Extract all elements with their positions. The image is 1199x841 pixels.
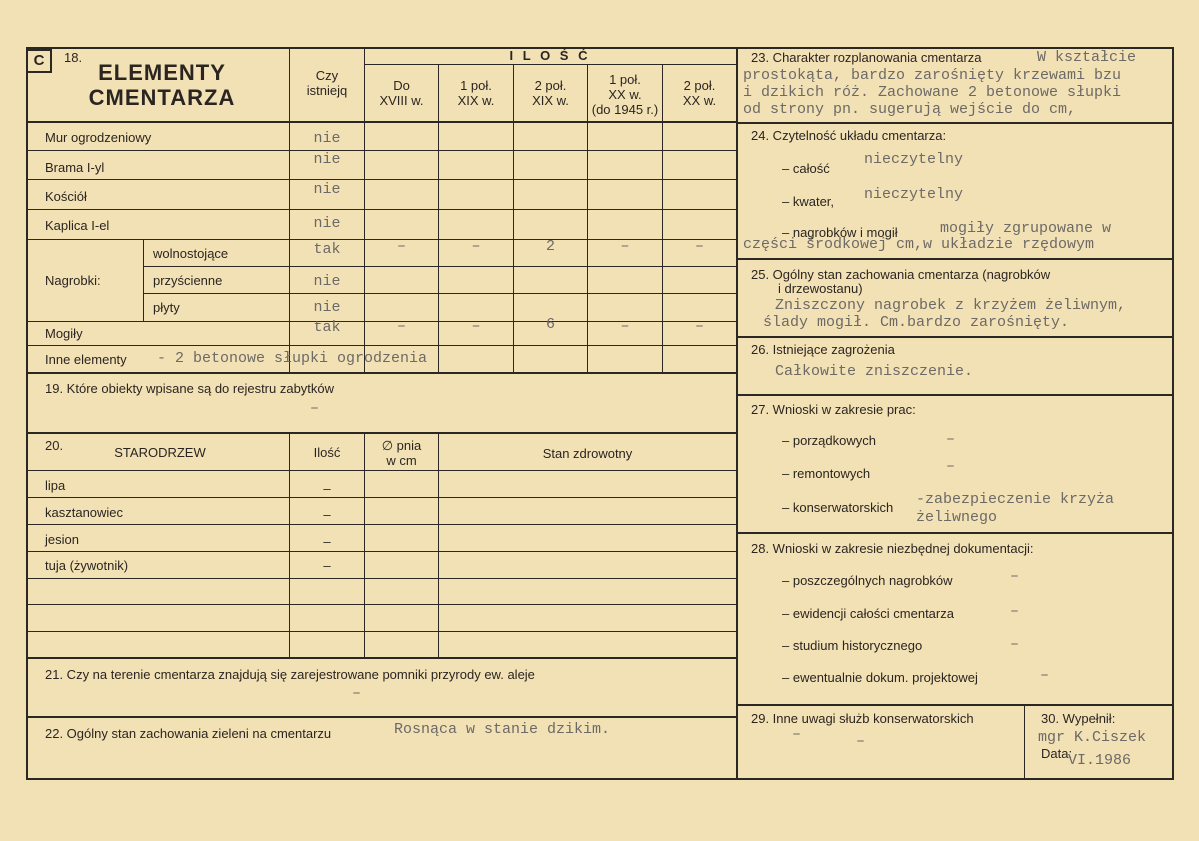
s20-row-line: [26, 578, 736, 579]
cell-mogily-2: –: [471, 318, 481, 335]
row-label-mur: Mur ogrodzeniowy: [45, 130, 152, 145]
tree-name: jesion: [45, 532, 79, 547]
s26-label: 26. Istniejące zagrożenia: [751, 342, 895, 357]
exists-kosciol: nie: [313, 181, 341, 198]
s27-porz-label: – porządkowych: [782, 433, 876, 448]
exists-wolnostojace: tak: [313, 241, 341, 258]
s30-data-label: Data:: [1041, 746, 1073, 761]
section-letter-box: C: [26, 49, 52, 73]
ilosc-header: I L O Ś Ć: [509, 48, 591, 63]
s27-bottom: [736, 532, 1173, 534]
cell-mogily-3: 6: [545, 316, 555, 333]
exists-brama: nie: [313, 151, 341, 168]
s22-value: Rosnąca w stanie dzikim.: [394, 721, 611, 738]
tree-ilosc: –: [323, 481, 331, 496]
s24-label: 24. Czytelność układu cmentarza:: [751, 128, 947, 143]
s18-title-line2: CMENTARZA: [88, 85, 236, 110]
s27-remont-label: – remontowych: [782, 466, 871, 481]
s24-nagr-line1: mogiły zgrupowane w: [940, 220, 1112, 237]
period-header-2: 1 poł. XIX w.: [457, 78, 495, 108]
s20-row-line: [26, 631, 736, 632]
s24-calosc-value: nieczytelny: [864, 151, 964, 168]
row-label-kaplica: Kaplica I-el: [45, 218, 110, 233]
s24-nagr-line2: części środkowej cm,w układzie rzędowym: [743, 236, 1095, 253]
s24-kwater-label: – kwater,: [782, 194, 835, 209]
s20-row-line: [26, 524, 736, 525]
tree-ilosc: –: [323, 534, 331, 549]
s30-date: VI.1986: [1068, 752, 1132, 769]
s27-porz-value: –: [946, 431, 956, 448]
s27-kons-label: – konserwatorskich: [782, 500, 894, 515]
s19-value: –: [310, 400, 320, 417]
s20-bottom: [26, 657, 736, 659]
s22-label: 22. Ogólny stan zachowania zieleni na cmentarzu: [45, 726, 332, 741]
period-header-3: 2 poł. XIX w.: [532, 78, 569, 108]
s20-title: STARODRZEW: [114, 445, 206, 460]
nagrobki-label: Nagrobki:: [45, 273, 101, 288]
cell-mogily-4: –: [620, 318, 630, 335]
s27-kons-line2: żeliwnego: [916, 509, 998, 526]
s20-row-line: [26, 551, 736, 552]
s21-label: 21. Czy na terenie cmentarza znajdują się zarejestrowane pomniki przyrody ew. aleje: [45, 667, 535, 682]
s28-item: – ewentualnie dokum. projektowej: [782, 670, 978, 685]
nagrobki-sub-line: [143, 239, 144, 321]
s20-col-pnia: ∅ pnia w cm: [381, 438, 422, 468]
s21-value: –: [352, 685, 362, 702]
row-label-wolnostojace: wolnostojące: [153, 246, 229, 261]
s28-label: 28. Wnioski w zakresie niezbędnej dokumentacji:: [751, 541, 1034, 556]
col-exists-header: Czy istniejq: [306, 68, 348, 98]
s29-label: 29. Inne uwagi służb konserwatorskich: [751, 711, 974, 726]
row-line: [143, 266, 736, 267]
row-label-plyty: płyty: [153, 300, 180, 315]
s27-label: 27. Wnioski w zakresie prac:: [751, 402, 916, 417]
exists-przyscienne: nie: [313, 273, 341, 290]
s18-title-line1: ELEMENTY: [98, 60, 226, 85]
s19-label: 19. Które obiekty wpisane są do rejestru zabytków: [45, 381, 335, 396]
s28-item: – studium historycznego: [782, 638, 923, 653]
s27-remont-value: –: [946, 458, 956, 475]
tree-ilosc: –: [323, 507, 331, 522]
row-line: [26, 150, 736, 151]
row-label-kosciol: Kościół: [45, 189, 87, 204]
cell-wolno-2: –: [471, 238, 481, 255]
s25-line1: Zniszczony nagrobek z krzyżem żeliwnym,: [775, 297, 1127, 314]
s28-item: – poszczególnych nagrobków: [782, 573, 953, 588]
s18-number: 18.: [64, 50, 83, 65]
ilosc-under-line: [364, 64, 736, 65]
s23-line3: i dzikich róż. Zachowane 2 betonowe słupki: [743, 84, 1122, 101]
s28-item: – ewidencji całości cmentarza: [782, 606, 954, 621]
s27-kons-line1: -zabezpieczenie krzyża: [916, 491, 1115, 508]
exists-mogily: tak: [313, 319, 341, 336]
tree-name: tuja (żywotnik): [45, 558, 129, 573]
tree-name: lipa: [45, 478, 66, 493]
cell-mogily-5: –: [694, 318, 704, 335]
row-line: [26, 345, 736, 346]
s20-number: 20.: [45, 438, 64, 453]
row-label-inne: Inne elementy: [45, 352, 127, 367]
tree-ilosc: –: [323, 558, 331, 573]
cell-wolno-4: –: [620, 238, 630, 255]
exists-kaplica: nie: [313, 215, 341, 232]
cell-mogily-1: –: [396, 318, 406, 335]
s20-row-line: [26, 497, 736, 498]
exists-plyty: nie: [313, 299, 341, 316]
s28-item-value: –: [1010, 636, 1020, 653]
border-left: [26, 47, 28, 780]
period-header-4: 1 poł. XX w. (do 1945 r.): [591, 72, 659, 117]
inne-value: - 2 betonowe słupki ogrodzenia: [157, 350, 428, 367]
s29-value-2: –: [856, 733, 866, 750]
row-line: [143, 293, 736, 294]
s30-name: mgr K.Ciszek: [1038, 729, 1147, 746]
row-label-przyscienne: przyścienne: [153, 273, 223, 288]
cell-wolno-5: –: [694, 238, 704, 255]
s23-line4: od strony pn. sugerują wejście do cm,: [743, 101, 1077, 118]
center-divider: [736, 47, 738, 780]
s20-col-3: [438, 432, 439, 657]
s18-bottom: [26, 372, 736, 374]
s29-s30-divider: [1024, 704, 1025, 779]
s30-label: 30. Wypełnił:: [1041, 711, 1116, 726]
s20-header-bottom: [26, 470, 736, 471]
period-header-5: 2 poł. XX w.: [682, 78, 717, 108]
s19-bottom: [26, 432, 736, 434]
s21-bottom: [26, 716, 736, 718]
row-label-mogily: Mogiły: [45, 326, 83, 341]
s24-nagr-label: – nagrobków i mogił: [782, 225, 898, 240]
s28-bottom: [736, 704, 1173, 706]
s23-bottom: [736, 122, 1173, 124]
s20-col-stan: Stan zdrowotny: [542, 446, 633, 461]
exists-mur: nie: [313, 130, 341, 147]
s28-item-value: –: [1010, 603, 1020, 620]
tree-name: kasztanowiec: [45, 505, 124, 520]
s29-value-1: –: [792, 726, 802, 743]
s24-bottom: [736, 258, 1173, 260]
cell-wolno-1: –: [396, 238, 406, 255]
s18-header-bottom: [26, 121, 736, 123]
s25-bottom: [736, 336, 1173, 338]
row-line: [26, 209, 736, 210]
period-header-1: Do XVIII w.: [379, 78, 424, 108]
row-line: [26, 179, 736, 180]
s26-bottom: [736, 394, 1173, 396]
s24-kwater-value: nieczytelny: [864, 186, 964, 203]
s28-item-value: –: [1040, 667, 1050, 684]
s23-line1: W kształcie: [1037, 49, 1137, 66]
s26-value: Całkowite zniszczenie.: [775, 363, 974, 380]
s20-col-ilosc: Ilość: [313, 445, 341, 460]
s20-row-line: [26, 604, 736, 605]
row-label-brama: Brama I-yl: [45, 160, 105, 175]
s23-line2: prostokąta, bardzo zarośnięty krzewami bzu: [743, 67, 1122, 84]
s25-label-line2: i drzewostanu): [778, 281, 863, 296]
border-right: [1172, 47, 1174, 780]
border-bottom: [26, 778, 1174, 780]
s28-item-value: –: [1010, 568, 1020, 585]
s25-line2: ślady mogił. Cm.bardzo zarośnięty.: [763, 314, 1070, 331]
cell-wolno-3: 2: [545, 238, 555, 255]
s24-calosc-label: – całość: [782, 161, 830, 176]
s23-label: 23. Charakter rozplanowania cmentarza: [751, 50, 982, 65]
s25-label-line1: 25. Ogólny stan zachowania cmentarza (nagrobków: [751, 267, 1051, 282]
